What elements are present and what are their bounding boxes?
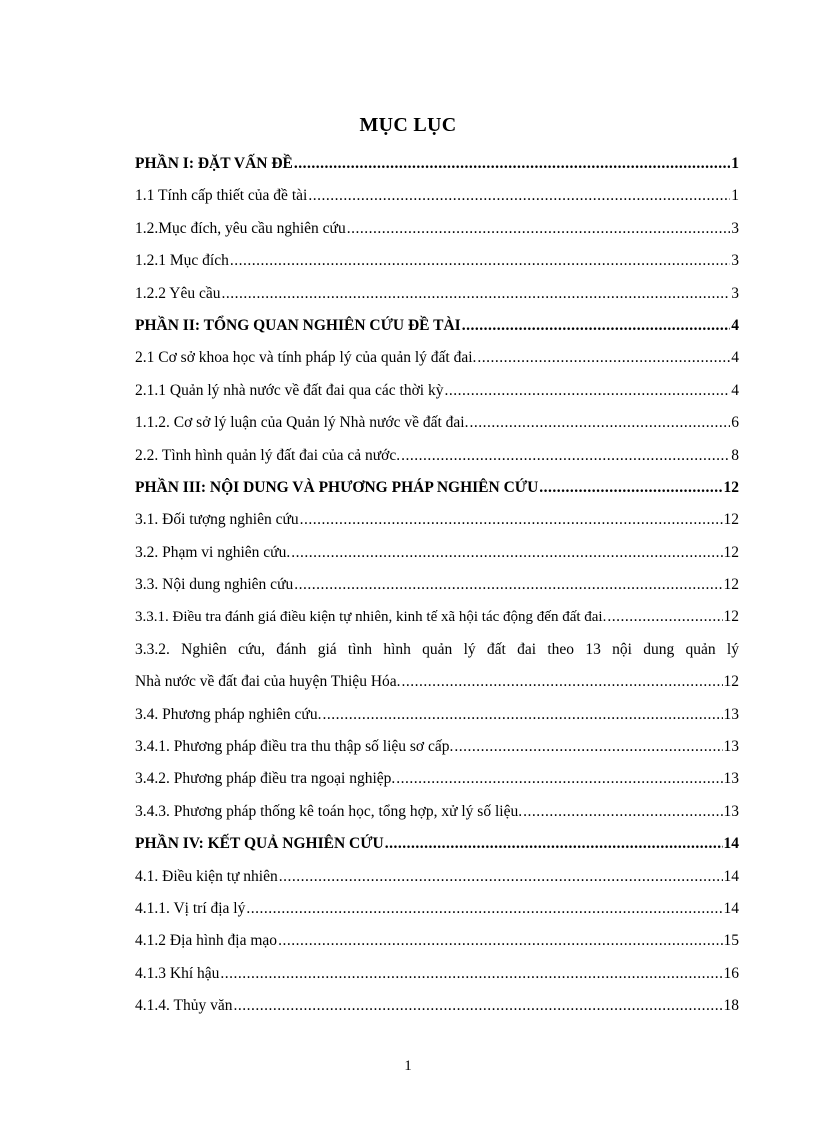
toc-entry-page: 15 bbox=[723, 932, 739, 950]
dot-leader bbox=[300, 504, 723, 536]
toc-entry-page: 12 bbox=[723, 511, 739, 529]
toc-entry-label: 3.4.3. Phương pháp thống kê toán học, tổng hợp, xử lý số liệu. bbox=[135, 802, 523, 820]
toc-entry-label: 2.2. Tình hình quản lý đất đai của cả nước. bbox=[135, 446, 401, 464]
toc-entry-label: 4.1.4. Thủy văn bbox=[135, 997, 233, 1015]
toc-entry-page: 6 bbox=[731, 414, 739, 432]
dot-leader bbox=[230, 245, 730, 277]
dot-leader bbox=[539, 472, 722, 504]
toc-entry-label: PHẦN IV: KẾT QUẢ NGHIÊN CỨU bbox=[135, 835, 384, 853]
dot-leader bbox=[291, 537, 722, 569]
toc-entry-page: 18 bbox=[723, 997, 739, 1015]
page-title: MỤC LỤC bbox=[359, 114, 457, 136]
toc-entry-page: 12 bbox=[723, 576, 739, 594]
toc-entry[interactable] bbox=[135, 148, 739, 180]
toc-entry-page: 13 bbox=[723, 738, 739, 756]
toc-entry[interactable] bbox=[135, 731, 739, 763]
toc-entry[interactable] bbox=[135, 861, 739, 893]
toc-entry-wrapped-line[interactable]: 3.3.2. Nghiên cứu, đánh giá tình hình quản lý đất đai theo 13 nội dung quản lý bbox=[135, 640, 739, 658]
toc-entry-label: 4.1.3 Khí hậu bbox=[135, 964, 220, 982]
toc-entry-page: 1 bbox=[731, 155, 739, 172]
toc-entry-label: 3.2. Phạm vi nghiên cứu. bbox=[135, 543, 291, 561]
toc-entry[interactable] bbox=[135, 375, 739, 407]
toc-entry-label: 1.2.2 Yêu cầu bbox=[135, 284, 221, 302]
toc-entry-label: 2.1 Cơ sở khoa học và tính pháp lý của quản lý đất đai. bbox=[135, 349, 477, 367]
toc-entry-page: 8 bbox=[731, 446, 739, 464]
toc-entry[interactable] bbox=[135, 278, 739, 310]
dot-leader bbox=[222, 278, 731, 310]
dot-leader bbox=[401, 440, 730, 472]
toc-entry[interactable] bbox=[135, 569, 739, 601]
toc-entry-label: 3.1. Đối tượng nghiên cứu bbox=[135, 511, 299, 529]
toc-entry-page: 3 bbox=[731, 252, 739, 270]
dot-leader bbox=[523, 796, 722, 828]
dot-leader bbox=[402, 666, 723, 698]
dot-leader bbox=[233, 990, 722, 1022]
toc-entry-page: 13 bbox=[723, 770, 739, 788]
toc-entry[interactable] bbox=[135, 958, 739, 990]
toc-entry-label: 1.2.1 Mục đích bbox=[135, 252, 229, 270]
toc-entry[interactable] bbox=[135, 990, 739, 1022]
toc-entry[interactable] bbox=[135, 472, 739, 504]
dot-leader bbox=[220, 958, 722, 990]
toc-entry-label: 1.2.Mục đích, yêu cầu nghiên cứu bbox=[135, 219, 346, 237]
toc-entry[interactable] bbox=[135, 440, 739, 472]
dot-leader bbox=[396, 763, 722, 795]
toc-entry-page: 3 bbox=[731, 284, 739, 302]
toc-entry-page: 3 bbox=[731, 219, 739, 237]
toc-entry-page: 14 bbox=[723, 899, 739, 917]
dot-leader bbox=[279, 861, 723, 893]
toc-entry-label: 3.3. Nội dung nghiên cứu bbox=[135, 576, 294, 594]
toc-entry-label: PHẦN II: TỔNG QUAN NGHIÊN CỨU ĐỀ TÀI bbox=[135, 316, 461, 334]
toc-entry-page: 12 bbox=[723, 673, 739, 691]
toc-entry[interactable] bbox=[135, 407, 739, 439]
toc-entry-label: 3.3.1. Điều tra đánh giá điều kiện tự nhiên, kinh tế xã hội tác động đến đất đai. bbox=[135, 609, 607, 626]
toc-entry-page: 13 bbox=[723, 705, 739, 723]
toc-entry-label: 2.1.1 Quản lý nhà nước về đất đai qua các thời kỳ bbox=[135, 381, 444, 399]
toc-entry-page: 14 bbox=[723, 835, 739, 853]
dot-leader bbox=[322, 699, 722, 731]
dot-leader bbox=[347, 213, 731, 245]
toc-entry-label: 1.1 Tính cấp thiết của đề tài bbox=[135, 187, 308, 205]
dot-leader bbox=[294, 148, 730, 180]
dot-leader bbox=[469, 407, 730, 439]
table-of-contents bbox=[135, 148, 739, 1023]
toc-entry[interactable] bbox=[135, 180, 739, 212]
toc-entry-page: 1 bbox=[731, 187, 739, 205]
toc-entry[interactable] bbox=[135, 828, 739, 860]
toc-entry-label: 4.1. Điều kiện tự nhiên bbox=[135, 867, 278, 885]
toc-entry-page: 14 bbox=[723, 867, 739, 885]
toc-entry[interactable] bbox=[135, 504, 739, 536]
dot-leader bbox=[607, 601, 722, 633]
toc-entry-label: 4.1.1. Vị trí địa lý bbox=[135, 899, 246, 917]
toc-entry-label: PHẦN I: ĐẶT VẤN ĐỀ bbox=[135, 155, 293, 172]
toc-entry[interactable] bbox=[135, 666, 739, 698]
toc-entry[interactable] bbox=[135, 699, 739, 731]
toc-entry-page: 12 bbox=[723, 478, 739, 496]
dot-leader bbox=[454, 731, 722, 763]
toc-entry-label: 3.4. Phương pháp nghiên cứu. bbox=[135, 705, 322, 723]
toc-entry[interactable] bbox=[135, 601, 739, 633]
toc-entry-label: Nhà nước về đất đai của huyện Thiệu Hóa. bbox=[135, 673, 401, 691]
toc-entry-page: 12 bbox=[723, 608, 739, 626]
dot-leader bbox=[246, 893, 722, 925]
toc-entry[interactable] bbox=[135, 925, 739, 957]
toc-entry-label: 3.4.1. Phương pháp điều tra thu thập số liệu sơ cấp. bbox=[135, 738, 454, 756]
toc-entry-page: 16 bbox=[723, 964, 739, 982]
dot-leader bbox=[444, 375, 730, 407]
toc-entry-page: 4 bbox=[731, 349, 739, 367]
dot-leader bbox=[385, 828, 723, 860]
toc-entry[interactable] bbox=[135, 310, 739, 342]
toc-entry[interactable] bbox=[135, 213, 739, 245]
toc-entry[interactable] bbox=[135, 537, 739, 569]
dot-leader bbox=[278, 925, 722, 957]
toc-entry[interactable] bbox=[135, 763, 739, 795]
toc-entry-label: PHẦN III: NỘI DUNG VÀ PHƯƠNG PHÁP NGHIÊN CỨU bbox=[135, 478, 539, 496]
toc-entry-page: 4 bbox=[731, 316, 739, 334]
toc-entry[interactable] bbox=[135, 796, 739, 828]
toc-entry[interactable] bbox=[135, 342, 739, 374]
toc-entry-page: 4 bbox=[731, 381, 739, 399]
dot-leader bbox=[477, 342, 730, 374]
toc-entry-label: 1.1.2. Cơ sở lý luận của Quản lý Nhà nước về đất đai. bbox=[135, 414, 469, 432]
toc-entry-label: 4.1.2 Địa hình địa mạo bbox=[135, 932, 278, 950]
toc-entry-page: 13 bbox=[723, 802, 739, 820]
toc-entry[interactable] bbox=[135, 245, 739, 277]
dot-leader bbox=[308, 180, 730, 212]
page-number: 1 bbox=[404, 1058, 412, 1074]
dot-leader bbox=[462, 310, 731, 342]
toc-entry[interactable] bbox=[135, 893, 739, 925]
toc-entry-label: 3.4.2. Phương pháp điều tra ngoại nghiệp. bbox=[135, 770, 396, 788]
dot-leader bbox=[294, 569, 722, 601]
toc-entry-page: 12 bbox=[723, 543, 739, 561]
